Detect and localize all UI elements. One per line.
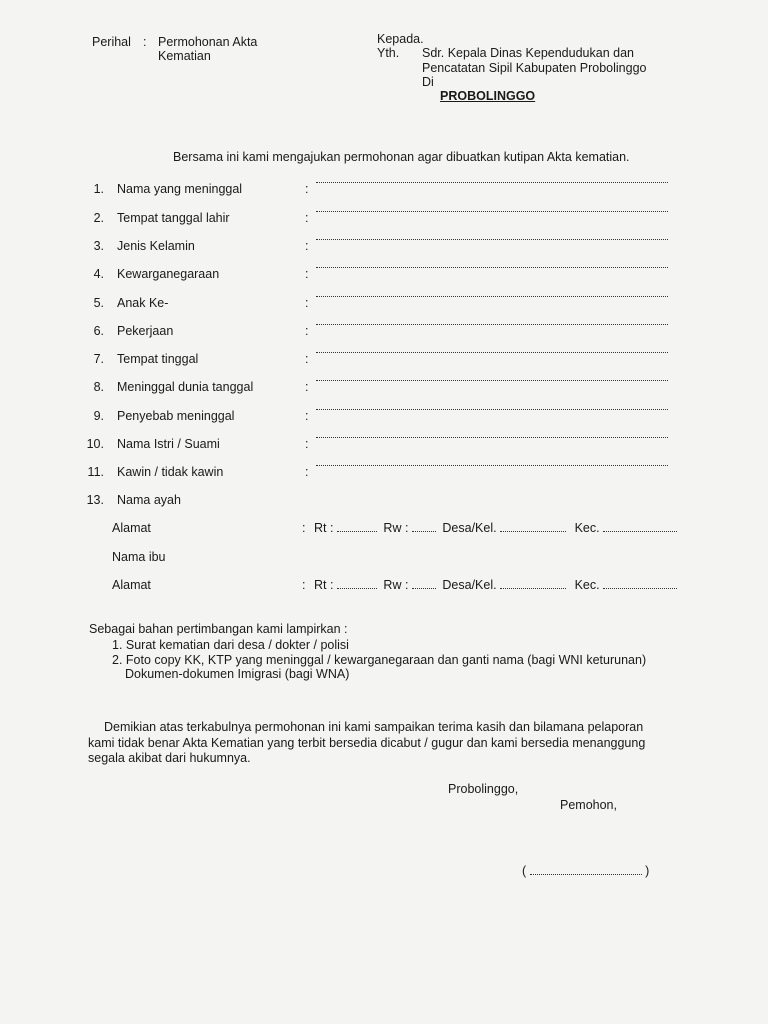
field-number: 6. (93, 324, 104, 338)
field-colon: : (305, 465, 309, 479)
father-name-label: Nama ayah (117, 493, 181, 507)
field-label: Nama Istri / Suami (117, 437, 220, 451)
rw-label: Rw : (383, 578, 409, 592)
attachment-item-1: 1. Surat kematian dari desa / dokter / polisi (112, 638, 349, 652)
field-number: 7. (93, 352, 104, 366)
field-number: 5. (93, 296, 104, 310)
field-dotted-line[interactable] (316, 436, 668, 438)
closing-line-3: segala akibat dari hukumnya. (88, 751, 251, 765)
father-address-fields (314, 521, 677, 535)
signature-dotted-line[interactable] (530, 865, 642, 875)
yth-label: Yth. (377, 46, 400, 60)
mother-name-label: Nama ibu (112, 550, 166, 564)
kepada-label: Kepada. (377, 32, 424, 46)
desa-dotted-line[interactable] (500, 522, 566, 532)
kec-dotted-line[interactable] (603, 522, 677, 532)
signature-field (522, 864, 649, 878)
addressee-line1: Sdr. Kepala Dinas Kependudukan dan (422, 46, 634, 60)
mother-address-colon: : (302, 578, 306, 592)
perihal-label: Perihal (92, 35, 131, 49)
signature-open-paren: ( (522, 864, 527, 878)
field-colon: : (305, 182, 309, 196)
field-label: Anak Ke- (117, 296, 169, 310)
field-dotted-line[interactable] (316, 181, 668, 183)
closing-line-1: Demikian atas terkabulnya permohonan ini kami sampaikan terima kasih dan bilamana pelaporan (104, 720, 644, 734)
destination-city: PROBOLINGGO (440, 89, 536, 103)
desa-dotted-line[interactable] (500, 579, 566, 589)
di-label: Di (422, 75, 434, 89)
field-colon: : (305, 437, 309, 451)
field-number: 9. (93, 409, 104, 423)
rw-dotted-line[interactable] (412, 579, 436, 589)
kec-label: Kec. (574, 521, 600, 535)
field-label: Tempat tanggal lahir (117, 211, 230, 225)
attachments-intro: Sebagai bahan pertimbangan kami lampirkan : (89, 622, 348, 636)
desa-label: Desa/Kel. (442, 578, 497, 592)
field-label: Nama yang meninggal (117, 182, 243, 196)
field-number: 10. (86, 437, 104, 451)
field-dotted-line[interactable] (316, 323, 668, 325)
field-number: 4. (93, 267, 104, 281)
kec-dotted-line[interactable] (603, 579, 677, 589)
field-dotted-line[interactable] (316, 351, 668, 353)
field-number: 3. (93, 239, 104, 253)
field-number: 11. (87, 465, 104, 479)
field-dotted-line[interactable] (316, 379, 668, 381)
closing-line-2: kami tidak benar Akta Kematian yang terbit bersedia dicabut / gugur dan kami bersedia menanggung (88, 736, 646, 750)
field-colon: : (305, 296, 309, 310)
field-label: Pekerjaan (117, 324, 174, 338)
rt-label: Rt : (314, 521, 334, 535)
field-number: 2. (93, 211, 104, 225)
field-label: Penyebab meninggal (117, 409, 235, 423)
attachment-item-2-continuation: Dokumen-dokumen Imigrasi (bagi WNA) (125, 667, 350, 681)
perihal-subject-line2: Kematian (158, 49, 211, 63)
intro-sentence: Bersama ini kami mengajukan permohonan agar dibuatkan kutipan Akta kematian. (173, 150, 630, 164)
field-colon: : (305, 409, 309, 423)
kec-label: Kec. (574, 578, 600, 592)
field-number: 8. (93, 380, 104, 394)
field-label: Kewarganegaraan (117, 267, 220, 281)
rt-label: Rt : (314, 578, 334, 592)
field-colon: : (305, 380, 309, 394)
signature-place: Probolinggo, (448, 782, 519, 796)
perihal-subject-line1: Permohonan Akta (158, 35, 258, 49)
rw-label: Rw : (383, 521, 409, 535)
field-dotted-line[interactable] (316, 210, 668, 212)
field-dotted-line[interactable] (316, 295, 668, 297)
parents-number: 13. (86, 493, 104, 507)
field-colon: : (305, 352, 309, 366)
field-colon: : (305, 239, 309, 253)
field-dotted-line[interactable] (316, 464, 668, 466)
field-label: Meninggal dunia tanggal (117, 380, 254, 394)
field-dotted-line[interactable] (316, 238, 668, 240)
field-label: Jenis Kelamin (117, 239, 195, 253)
signature-role: Pemohon, (560, 798, 617, 812)
field-colon: : (305, 211, 309, 225)
field-number: 1. (93, 182, 104, 196)
field-dotted-line[interactable] (316, 266, 668, 268)
perihal-colon: : (143, 35, 147, 49)
addressee-line2: Pencatatan Sipil Kabupaten Probolinggo (422, 61, 647, 75)
field-label: Tempat tinggal (117, 352, 199, 366)
father-address-colon: : (302, 521, 306, 535)
desa-label: Desa/Kel. (442, 521, 497, 535)
field-colon: : (305, 324, 309, 338)
rt-dotted-line[interactable] (337, 522, 377, 532)
rw-dotted-line[interactable] (412, 522, 436, 532)
mother-address-label: Alamat (112, 578, 151, 592)
field-label: Kawin / tidak kawin (117, 465, 224, 479)
father-address-label: Alamat (112, 521, 151, 535)
field-dotted-line[interactable] (316, 408, 668, 410)
attachment-item-2: 2. Foto copy KK, KTP yang meninggal / kewarganegaraan dan ganti nama (bagi WNI keturunan) (112, 653, 647, 667)
rt-dotted-line[interactable] (337, 579, 377, 589)
signature-close-paren: ) (645, 864, 650, 878)
mother-address-fields (314, 578, 677, 592)
field-colon: : (305, 267, 309, 281)
